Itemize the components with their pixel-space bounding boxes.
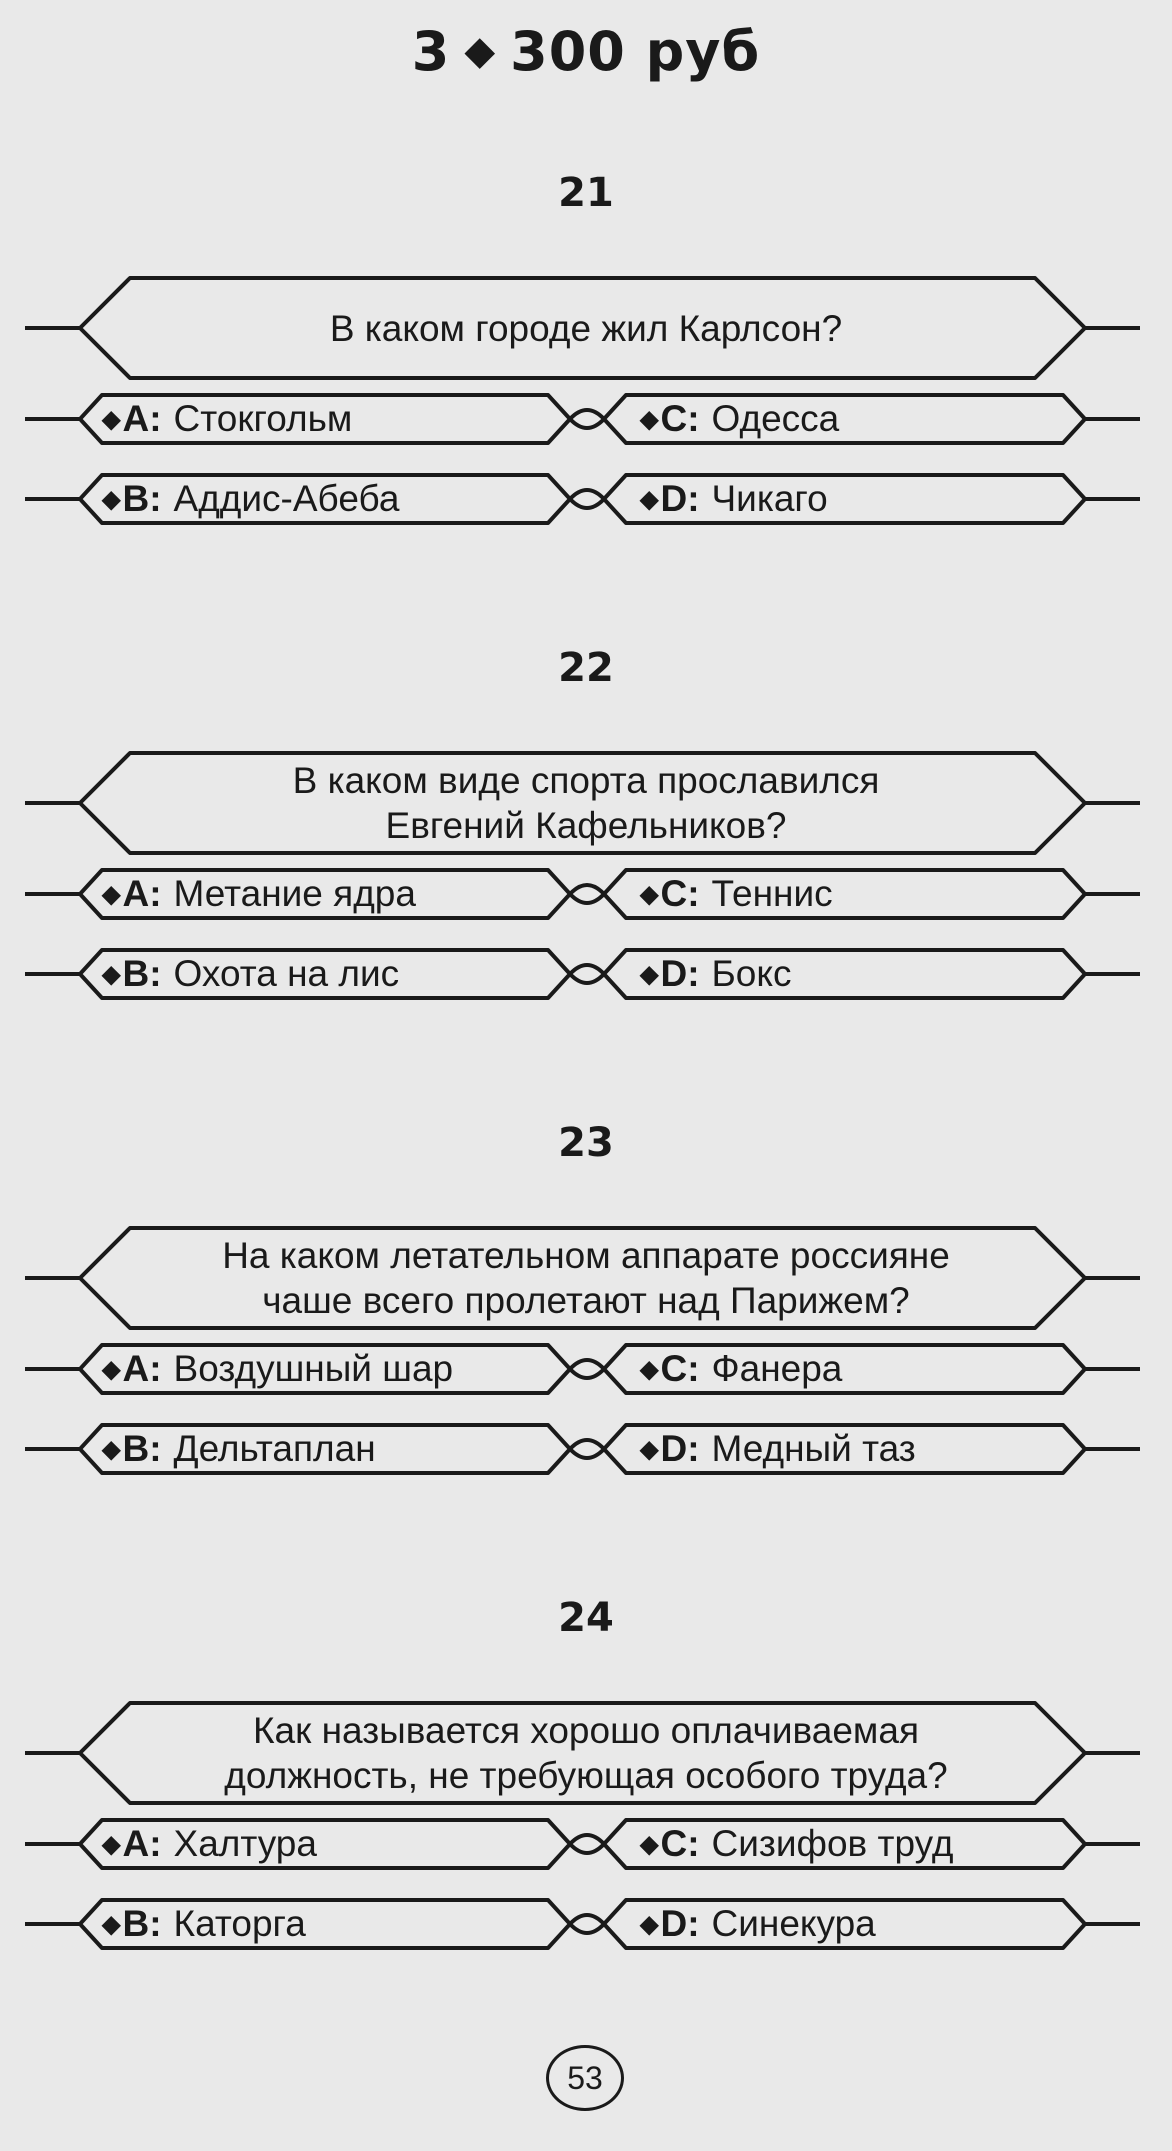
diamond-bullet-icon: ◆ (640, 881, 659, 908)
answer-text: Теннис (711, 873, 833, 914)
question-text (140, 750, 1032, 856)
answer-key: ◆B: (102, 1428, 162, 1469)
diamond-bullet-icon: ◆ (640, 486, 659, 513)
diamond-bullet-icon: ◆ (102, 881, 121, 908)
answer-a[interactable] (102, 389, 352, 449)
question-block (0, 1115, 1172, 1495)
diamond-bullet-icon: ◆ (640, 406, 659, 433)
diamond-bullet-icon: ◆ (102, 1436, 121, 1463)
question-text (140, 1700, 1032, 1806)
answer-d[interactable] (640, 469, 828, 529)
answer-c[interactable] (640, 1814, 953, 1874)
question-number: 24 (558, 1595, 614, 1641)
answer-d[interactable] (640, 1894, 876, 1954)
question-text (140, 275, 1032, 381)
question-number: 23 (558, 1120, 614, 1166)
answer-d[interactable] (640, 1419, 916, 1479)
answer-b[interactable] (102, 469, 399, 529)
answer-text: Чикаго (711, 478, 828, 519)
answer-key: ◆B: (102, 478, 162, 519)
question-number: 21 (558, 170, 614, 216)
answer-key: ◆D: (640, 1428, 700, 1469)
answer-text: Аддис-Абеба (173, 478, 400, 519)
answer-text: Дельтаплан (173, 1428, 376, 1469)
diamond-bullet-icon: ◆ (102, 1831, 121, 1858)
diamond-icon: ◆ (464, 28, 497, 74)
answer-a[interactable] (102, 864, 416, 924)
page-number: 53 (546, 2045, 624, 2111)
question-block (0, 165, 1172, 545)
answer-a[interactable] (102, 1339, 453, 1399)
answer-b[interactable] (102, 1419, 376, 1479)
answer-key: ◆D: (640, 953, 700, 994)
answer-text: Стокгольм (173, 398, 353, 439)
answer-b[interactable] (102, 1894, 306, 1954)
answer-key: ◆C: (640, 1823, 700, 1864)
answer-key: ◆B: (102, 953, 162, 994)
answer-text: Каторга (173, 1903, 306, 1944)
diamond-bullet-icon: ◆ (640, 1911, 659, 1938)
diamond-bullet-icon: ◆ (640, 1356, 659, 1383)
diamond-bullet-icon: ◆ (102, 961, 121, 988)
question-block (0, 1590, 1172, 1970)
level-number: 3 (411, 20, 451, 83)
diamond-bullet-icon: ◆ (102, 1356, 121, 1383)
answer-key: ◆C: (640, 398, 700, 439)
question-line: должность, не требующая особого труда? (224, 1755, 948, 1796)
diamond-bullet-icon: ◆ (640, 961, 659, 988)
answer-key: ◆C: (640, 1348, 700, 1389)
page-header (0, 18, 1172, 85)
answer-key: ◆D: (640, 1903, 700, 1944)
diamond-bullet-icon: ◆ (640, 1436, 659, 1463)
answer-key: ◆A: (102, 1823, 162, 1864)
diamond-bullet-icon: ◆ (102, 486, 121, 513)
diamond-bullet-icon: ◆ (102, 1911, 121, 1938)
answer-key: ◆D: (640, 478, 700, 519)
answer-text: Охота на лис (173, 953, 400, 994)
answer-key: ◆A: (102, 1348, 162, 1389)
answer-a[interactable] (102, 1814, 317, 1874)
prize-amount: 300 руб (510, 20, 761, 83)
diamond-bullet-icon: ◆ (640, 1831, 659, 1858)
question-block (0, 640, 1172, 1020)
answer-d[interactable] (640, 944, 791, 1004)
answer-text: Синекура (711, 1903, 876, 1944)
question-number: 22 (558, 645, 614, 691)
question-text (140, 1225, 1032, 1331)
answer-text: Одесса (711, 398, 840, 439)
answer-c[interactable] (640, 389, 839, 449)
question-line: Евгений Кафельников? (385, 805, 787, 846)
answer-key: ◆A: (102, 873, 162, 914)
answer-b[interactable] (102, 944, 399, 1004)
question-line: На каком летательном аппарате россияне (222, 1235, 950, 1276)
answer-text: Медный таз (711, 1428, 916, 1469)
answer-c[interactable] (640, 1339, 842, 1399)
answer-text: Метание ядра (173, 873, 416, 914)
diamond-bullet-icon: ◆ (102, 406, 121, 433)
answer-text: Сизифов труд (711, 1823, 954, 1864)
answer-key: ◆A: (102, 398, 162, 439)
answer-text: Халтура (173, 1823, 317, 1864)
answer-text: Бокс (711, 953, 792, 994)
answer-key: ◆B: (102, 1903, 162, 1944)
question-line: В каком городе жил Карлсон? (329, 307, 843, 349)
answer-key: ◆C: (640, 873, 700, 914)
answer-c[interactable] (640, 864, 833, 924)
answer-text: Фанера (711, 1348, 843, 1389)
question-line: Как называется хорошо оплачиваемая (253, 1710, 919, 1751)
answer-text: Воздушный шар (173, 1348, 454, 1389)
question-line: В каком виде спорта прославился (292, 760, 880, 801)
question-line: чаше всего пролетают над Парижем? (262, 1280, 910, 1321)
